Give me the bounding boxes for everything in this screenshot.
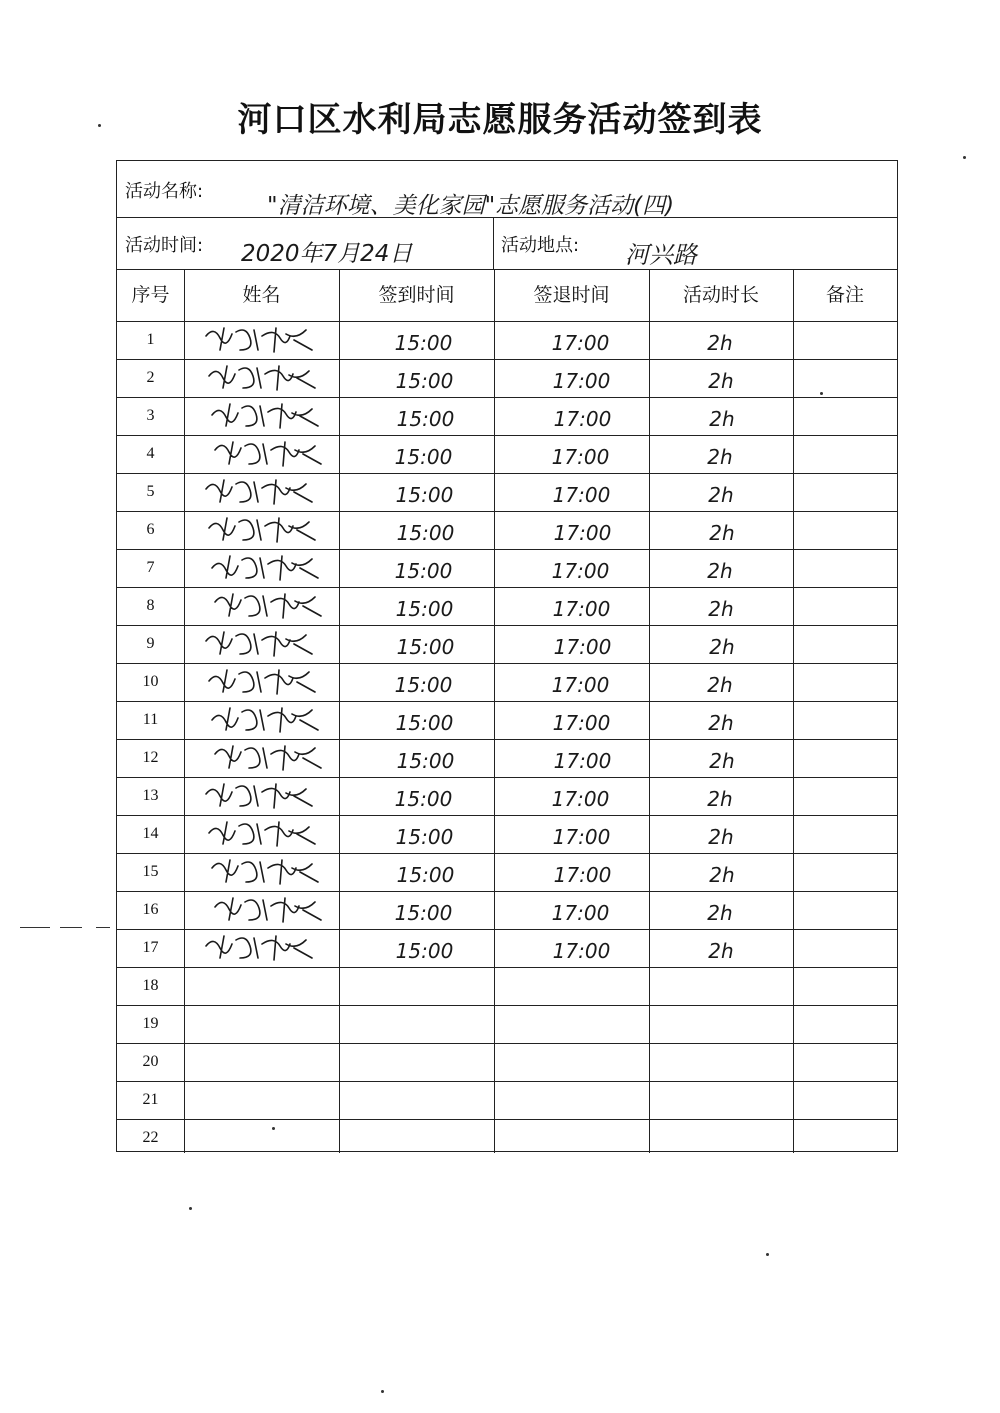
cell-in xyxy=(348,1083,503,1121)
cell-note xyxy=(792,323,896,361)
row-divider xyxy=(117,1005,897,1006)
cell-out: 17:00 xyxy=(551,331,610,355)
scan-mark xyxy=(96,927,110,928)
col-header-name: 姓名 xyxy=(242,284,281,306)
cell-in: 15:00 xyxy=(394,901,453,925)
row-number: 2 xyxy=(146,369,155,386)
cell-dur: 2h xyxy=(707,673,733,697)
cell-dur: 2h xyxy=(708,825,734,849)
row-number: 22 xyxy=(142,1129,159,1146)
cell-dur: 2h xyxy=(708,369,734,393)
cell-name xyxy=(181,1083,336,1121)
signature-scribble xyxy=(208,398,328,434)
row-divider xyxy=(117,1081,897,1082)
scan-speck xyxy=(820,392,823,395)
cell-note xyxy=(792,1007,896,1045)
cell-note xyxy=(793,475,897,513)
row-number: 12 xyxy=(142,749,159,766)
scan-speck xyxy=(963,156,966,159)
cell-in xyxy=(348,969,503,1007)
cell-in: 15:00 xyxy=(394,559,453,583)
cell-in: 15:00 xyxy=(395,825,454,849)
cell-note xyxy=(792,1121,896,1159)
cell-name xyxy=(179,1121,334,1159)
cell-out xyxy=(503,1007,658,1045)
row-number: 20 xyxy=(142,1053,159,1070)
cell-note xyxy=(793,703,897,741)
cell-in xyxy=(346,1121,501,1159)
cell-dur: 2h xyxy=(709,863,735,887)
cell-note xyxy=(792,893,896,931)
cell-note xyxy=(794,399,898,437)
row-number: 1 xyxy=(146,331,155,348)
cell-name xyxy=(179,1007,334,1045)
row-number: 21 xyxy=(142,1091,159,1108)
activity-name-label: 活动名称: xyxy=(125,181,204,202)
cell-in: 15:00 xyxy=(396,635,455,659)
cell-dur: 2h xyxy=(707,331,733,355)
cell-out: 17:00 xyxy=(553,521,612,545)
activity-place-value: 河兴路 xyxy=(625,241,697,269)
row-number: 9 xyxy=(146,635,155,652)
signature-scribble xyxy=(208,854,328,890)
cell-in: 15:00 xyxy=(395,483,454,507)
row-number: 10 xyxy=(142,673,159,690)
divider xyxy=(493,217,494,269)
signature-scribble xyxy=(202,930,322,966)
cell-out: 17:00 xyxy=(551,673,610,697)
divider xyxy=(117,217,897,218)
signature-scribble xyxy=(208,550,328,586)
scan-mark xyxy=(60,927,82,928)
row-number: 17 xyxy=(142,939,159,956)
signature-scribble xyxy=(205,816,325,852)
cell-dur xyxy=(648,1007,792,1045)
cell-note xyxy=(793,361,897,399)
row-divider xyxy=(117,967,897,968)
signature-scribble xyxy=(205,512,325,548)
row-number: 8 xyxy=(146,597,155,614)
signature-scribble xyxy=(208,702,328,738)
divider xyxy=(339,269,340,1153)
cell-out xyxy=(503,1121,658,1159)
cell-in: 15:00 xyxy=(394,331,453,355)
row-number: 4 xyxy=(146,445,155,462)
cell-dur: 2h xyxy=(708,483,734,507)
cell-out: 17:00 xyxy=(552,825,611,849)
cell-dur: 2h xyxy=(707,445,733,469)
row-number: 14 xyxy=(142,825,159,842)
col-header-duration: 活动时长 xyxy=(682,284,759,306)
col-header-note: 备注 xyxy=(825,284,864,306)
cell-note xyxy=(792,551,896,589)
cell-note xyxy=(794,741,898,779)
cell-note xyxy=(794,1083,898,1121)
cell-in: 15:00 xyxy=(396,407,455,431)
cell-out: 17:00 xyxy=(551,445,610,469)
cell-out: 17:00 xyxy=(552,483,611,507)
activity-place-label: 活动地点: xyxy=(501,235,580,256)
page-title: 河口区水利局志愿服务活动签到表 xyxy=(237,100,763,140)
cell-note xyxy=(793,817,897,855)
cell-in: 15:00 xyxy=(396,749,455,773)
row-number: 5 xyxy=(146,483,155,500)
cell-dur: 2h xyxy=(709,635,735,659)
cell-out: 17:00 xyxy=(553,749,612,773)
cell-out xyxy=(505,969,660,1007)
scan-mark xyxy=(20,927,50,928)
signature-scribble xyxy=(202,474,322,510)
cell-out: 17:00 xyxy=(552,939,611,963)
cell-dur: 2h xyxy=(707,901,733,925)
cell-note xyxy=(793,589,897,627)
row-number: 6 xyxy=(146,521,155,538)
scan-speck xyxy=(98,124,101,127)
cell-in xyxy=(347,1045,502,1083)
row-number: 19 xyxy=(142,1015,159,1032)
cell-in xyxy=(346,1007,501,1045)
cell-dur: 2h xyxy=(707,787,733,811)
row-divider xyxy=(117,1043,897,1044)
cell-dur: 2h xyxy=(708,597,734,621)
cell-note xyxy=(792,665,896,703)
cell-dur: 2h xyxy=(708,939,734,963)
sign-in-sheet xyxy=(116,160,898,1152)
signature-scribble xyxy=(211,588,331,624)
cell-out: 17:00 xyxy=(551,787,610,811)
col-header-check-in: 签到时间 xyxy=(378,284,455,306)
cell-in: 15:00 xyxy=(394,787,453,811)
cell-name xyxy=(181,969,336,1007)
cell-out xyxy=(505,1083,660,1121)
cell-out: 17:00 xyxy=(552,711,611,735)
cell-dur xyxy=(649,1045,793,1083)
signature-scribble xyxy=(202,626,322,662)
cell-in: 15:00 xyxy=(395,597,454,621)
cell-dur: 2h xyxy=(709,521,735,545)
cell-dur: 2h xyxy=(708,711,734,735)
scan-speck xyxy=(272,1127,275,1130)
cell-in: 15:00 xyxy=(395,369,454,393)
signature-scribble xyxy=(202,778,322,814)
row-number: 15 xyxy=(142,863,159,880)
row-number: 3 xyxy=(146,407,155,424)
signature-scribble xyxy=(205,360,325,396)
row-number: 11 xyxy=(142,711,159,728)
activity-time-value: 2020年7月24日 xyxy=(241,241,413,267)
cell-in: 15:00 xyxy=(394,445,453,469)
col-header-seq: 序号 xyxy=(131,284,170,306)
cell-out: 17:00 xyxy=(552,369,611,393)
row-number: 13 xyxy=(142,787,159,804)
scan-speck xyxy=(189,1207,192,1210)
cell-in: 15:00 xyxy=(394,673,453,697)
scan-speck xyxy=(381,1390,384,1393)
cell-note xyxy=(794,969,898,1007)
row-number: 18 xyxy=(142,977,159,994)
row-divider xyxy=(117,1119,897,1120)
cell-out: 17:00 xyxy=(552,597,611,621)
signature-scribble xyxy=(202,322,322,358)
cell-in: 15:00 xyxy=(395,711,454,735)
scan-speck xyxy=(766,1253,769,1256)
cell-dur xyxy=(650,1083,794,1121)
cell-note xyxy=(792,779,896,817)
signature-scribble xyxy=(211,892,331,928)
cell-dur xyxy=(648,1121,792,1159)
cell-note xyxy=(794,855,898,893)
cell-in: 15:00 xyxy=(396,521,455,545)
cell-dur: 2h xyxy=(709,407,735,431)
cell-note xyxy=(794,513,898,551)
signature-scribble xyxy=(211,740,331,776)
cell-dur: 2h xyxy=(707,559,733,583)
row-number: 7 xyxy=(146,559,155,576)
cell-in: 15:00 xyxy=(396,863,455,887)
cell-out: 17:00 xyxy=(553,635,612,659)
row-number: 16 xyxy=(142,901,159,918)
cell-out: 17:00 xyxy=(553,863,612,887)
cell-note xyxy=(793,931,897,969)
cell-note xyxy=(794,627,898,665)
activity-time-label: 活动时间: xyxy=(125,235,204,256)
cell-note xyxy=(793,1045,897,1083)
signature-scribble xyxy=(205,664,325,700)
cell-dur xyxy=(650,969,794,1007)
cell-dur: 2h xyxy=(709,749,735,773)
col-header-check-out: 签退时间 xyxy=(533,284,610,306)
activity-name-value: "清洁环境、美化家园"志愿服务活动(四) xyxy=(267,193,675,219)
cell-out xyxy=(504,1045,659,1083)
cell-out: 17:00 xyxy=(551,901,610,925)
cell-in: 15:00 xyxy=(395,939,454,963)
cell-name xyxy=(180,1045,335,1083)
cell-out: 17:00 xyxy=(553,407,612,431)
signature-scribble xyxy=(211,436,331,472)
cell-out: 17:00 xyxy=(551,559,610,583)
cell-note xyxy=(792,437,896,475)
